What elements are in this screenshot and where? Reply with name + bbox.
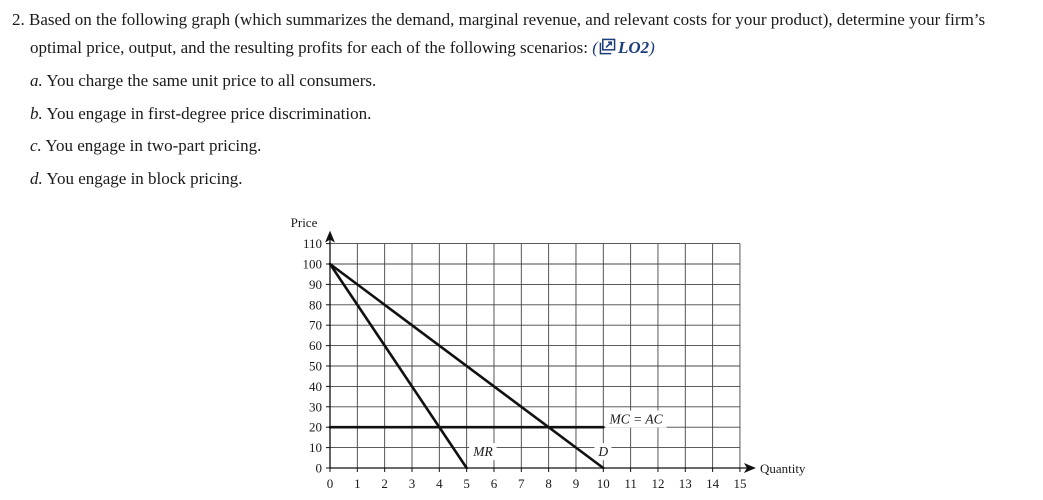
scenario-text: You engage in block pricing.	[46, 168, 243, 188]
x-tick-label: 13	[678, 476, 692, 491]
problem-number: 2.	[12, 10, 25, 29]
scenario-letter: b.	[30, 103, 43, 123]
y-tick-label: 10	[309, 440, 322, 456]
scenario-letter: c.	[30, 136, 42, 155]
y-tick-label: 90	[309, 276, 322, 292]
x-tick-label: 5	[463, 476, 470, 491]
x-tick-label: 7	[518, 476, 525, 491]
scenario-text: You engage in two-part pricing.	[45, 136, 262, 155]
y-tick-label: 20	[309, 419, 322, 435]
y-tick-label: 80	[309, 297, 322, 313]
series-label: MR	[473, 444, 493, 460]
series-label: MC = AC	[609, 411, 663, 427]
x-tick-label: 0	[326, 476, 334, 491]
y-axis-title: Price	[290, 215, 318, 230]
x-tick-label: 14	[706, 476, 720, 491]
scenario-text: You charge the same unit price to all consumers.	[46, 71, 377, 90]
y-tick-label: 50	[309, 358, 322, 374]
chart-axes	[303, 231, 756, 491]
y-tick-label: 100	[302, 256, 322, 272]
y-tick-label: 70	[309, 317, 322, 333]
lo-paren-open: (	[592, 38, 598, 57]
scenario-letter: a.	[30, 71, 43, 90]
x-tick-label: 1	[354, 476, 361, 491]
x-tick-label: 2	[381, 476, 388, 491]
x-tick-label: 12	[651, 476, 665, 491]
scenario-text: You engage in first-degree price discrimination.	[46, 103, 372, 123]
x-tick-label: 8	[545, 476, 552, 491]
x-axis-title: Quantity	[759, 461, 806, 476]
x-tick-label: 11	[624, 476, 637, 491]
learning-objective-label: LO2	[617, 38, 650, 57]
x-tick-label: 15	[733, 476, 747, 491]
y-tick-label: 0	[315, 460, 322, 476]
x-tick-label: 4	[436, 476, 443, 491]
problem-stem-text: Based on the following graph (which summarizes the demand, marginal revenue, and relevant costs for your product), determine your firm’s optimal price, output, and the resulting profits for each of the following scenarios:	[29, 10, 986, 57]
x-tick-label: 9	[572, 476, 580, 491]
y-tick-label: 30	[309, 399, 322, 415]
series-label: D	[598, 444, 609, 460]
lo-paren-close: )	[649, 38, 655, 57]
scenario-letter: d.	[30, 168, 43, 188]
x-tick-label: 10	[596, 476, 610, 491]
y-tick-label: 110	[302, 236, 322, 252]
x-tick-label: 3	[408, 476, 416, 491]
x-tick-label: 6	[490, 476, 498, 491]
y-tick-label: 40	[309, 378, 322, 394]
y-tick-label: 60	[309, 338, 322, 354]
